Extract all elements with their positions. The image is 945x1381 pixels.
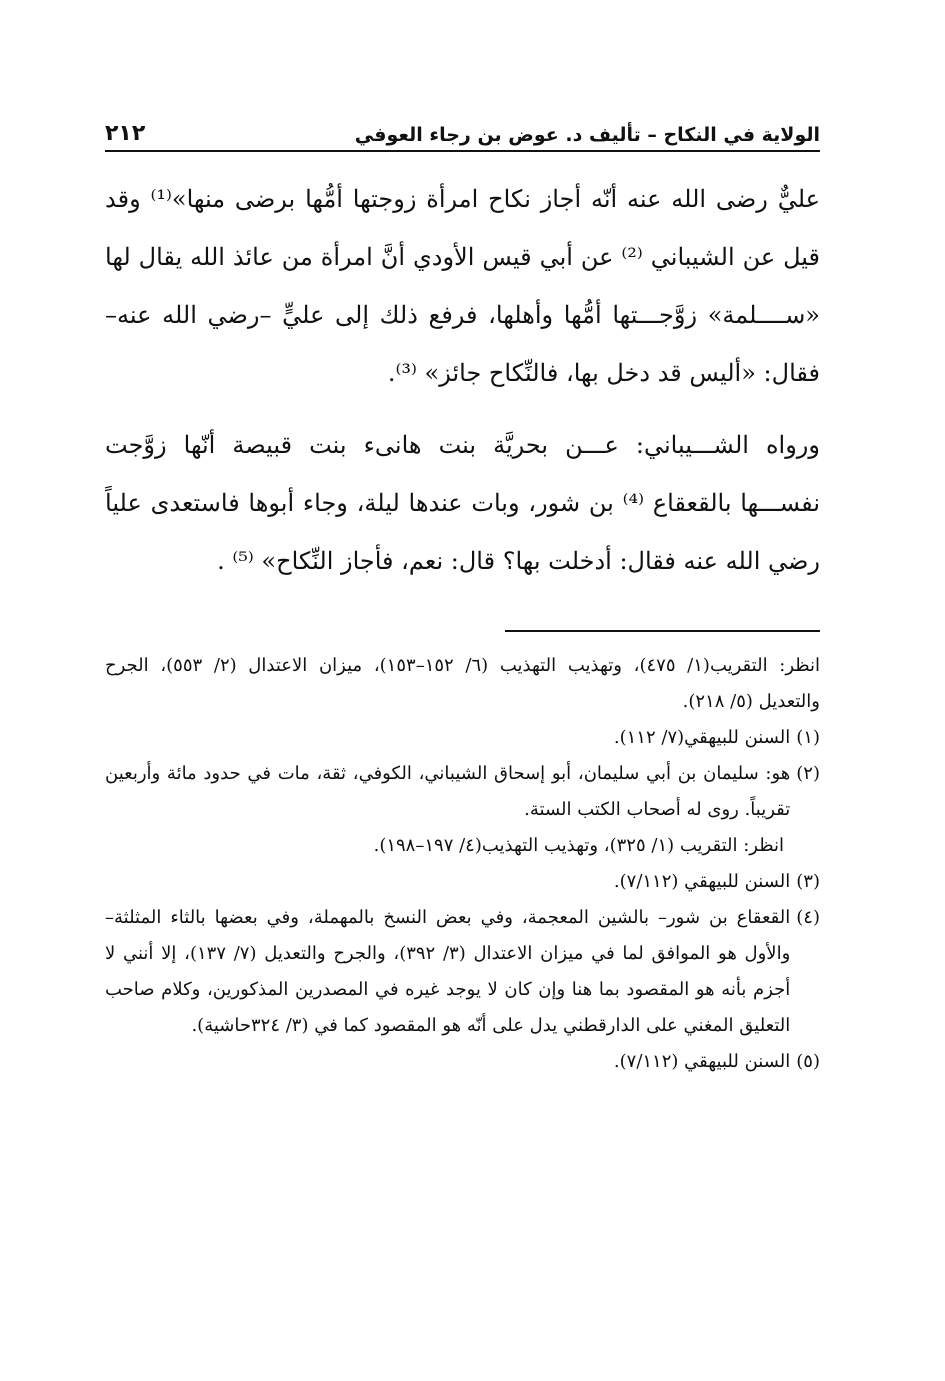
footnote-text: السنن للبيهقي(٧/ ١١٢). bbox=[613, 727, 791, 748]
footnote-text: انظر: التقريب (١/ ٣٢٥)، وتهذيب التهذيب(٤/ ١٩٧–١٩٨). bbox=[373, 835, 784, 856]
footnote-2 bbox=[105, 756, 820, 828]
footnote-intro: انظر: التقريب(١/ ٤٧٥)، وتهذيب التهذيب (٦/ ١٥٢–١٥٣)، ميزان الاعتدال (٢/ ٥٥٣)، الجرح والتعديل (٥/ ٢١٨). bbox=[105, 655, 821, 712]
running-header bbox=[105, 112, 820, 152]
footnote-number: (٤) bbox=[796, 907, 820, 928]
footnote-text: هو: سليمان بن أبي سليمان، أبو إسحاق الشيباني، الكوفي، ثقة، مات في حدود مائة وأربعين تقريباً. روى له أصحاب الكتب الستة. bbox=[105, 763, 791, 820]
main-text bbox=[105, 170, 820, 590]
footnote-text: السنن للبيهقي (٧/١١٢). bbox=[613, 871, 791, 892]
footnote-number: (٣) bbox=[796, 871, 820, 892]
footnote-number bbox=[784, 828, 820, 864]
footnote-1 bbox=[105, 720, 820, 756]
page-number: ٢١٢ bbox=[105, 121, 146, 146]
footnote-number: (١) bbox=[796, 727, 820, 748]
footnote-4 bbox=[105, 900, 820, 1044]
footnotes bbox=[105, 648, 820, 1080]
footnote-3 bbox=[105, 864, 820, 900]
footnote-2-reference bbox=[105, 828, 820, 864]
footnote-number: (٥) bbox=[796, 1051, 820, 1072]
footnote-5 bbox=[105, 1044, 820, 1080]
body-paragraph-1: عليٌّ رضى الله عنه أنّه أجاز نكاح امرأة زوجتها أمُّها برضى منها»⁽¹⁾ وقد قيل عن الشيباني ⁽²⁾ عن أبي قيس الأودي أنَّ امرأة من عائذ الله يقال لها «ســــلمة» زوَّجـــتها أمُّها وأهلها، فرفع ذلك إلى عليٍّ –رضي الله عنه– فقال: «أليس قد دخل بها، فالنِّكاح جائز» ⁽³⁾. bbox=[105, 185, 821, 387]
footnote-text: القعقاع بن شور– بالشين المعجمة، وفي بعض النسخ بالمهملة، وفي بعضها بالثاء المثلثة– والأول هو الموافق لما في ميزان الاعتدال (٣/ ٣٩٢)، والجرح والتعديل (٧/ ١٣٧)، إلا أنني لا أجزم بأنه هو المقصود بما هنا وإن كان لا يوجد غيره في المصدرين المذكورين، وكلام صاحب التعليق المغني على الدارقطني يدل على أنّه هو المقصود كما في (٣/ ٣٢٤حاشية). bbox=[105, 907, 791, 1036]
footnote-divider bbox=[505, 630, 820, 632]
body-paragraph-2: ورواه الشـــيباني: عـــن بحريَّة بنت هانىء بنت قبيصة أنّها زوَّجت نفســـها بالقعقاع ⁽⁴⁾ بن شور، وبات عندها ليلة، وجاء أبوها فاستعدى علياً رضي الله عنه فقال: أدخلت بها؟ قال: نعم، فأجاز النِّكاح» ⁽⁵⁾ . bbox=[105, 431, 820, 575]
footnote-text: السنن للبيهقي (٧/١١٢). bbox=[613, 1051, 791, 1072]
running-title: الولاية في النكاح – تأليف د. عوض بن رجاء العوفي bbox=[354, 124, 820, 146]
footnote-number: (٢) bbox=[796, 763, 820, 784]
